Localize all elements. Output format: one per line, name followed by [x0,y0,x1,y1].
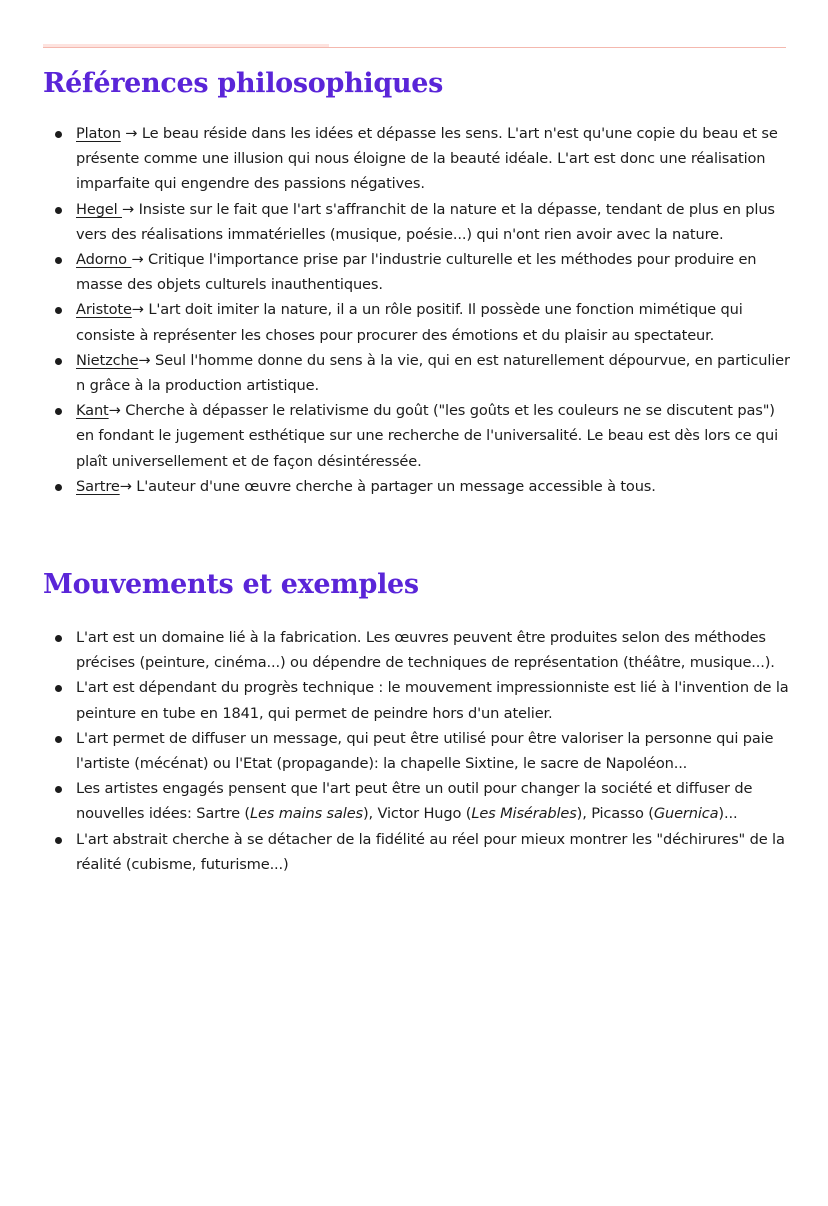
philosopher-name: Sartre [76,477,120,495]
movements-examples-section [43,567,793,877]
list-item-hegel [43,197,793,247]
section-title-movements: Mouvements et exemples [43,569,419,600]
work-title: Les Misérables [471,805,577,823]
item-text: ), Victor Hugo ( [362,805,472,823]
bullet-icon [55,307,62,314]
list-item [43,726,793,776]
bullet-icon [55,837,62,844]
bullet-icon [55,131,62,138]
bullet-icon [55,484,62,491]
philosophical-references-section [43,66,793,499]
item-text: L'art est un domaine lié à la fabrication. Les œuvres peuvent être produites selon des méthodes précises (peinture, cinéma...) ou dépendre de techniques de représentation (théâtre, musique...). [76,629,775,672]
philosopher-name: Platon [76,125,121,142]
list-item [43,625,793,675]
list-item-aristote [43,297,793,347]
item-text: L'art permet de diffuser un message, qui peut être utilisé pour être valoriser la personne qui paie l'artiste (mécénat) ou l'Etat (propagande): la chapelle Sixtine, le sacre de Napoléon... [76,729,774,773]
philosopher-name: Adorno [76,251,132,269]
arrow-icon: → [119,477,137,495]
movements-list [43,625,793,877]
arrow-icon: → [131,301,149,319]
list-item [43,776,793,826]
item-text: Le beau réside dans les idées et dépasse les sens. L'art n'est qu'une copie du beau et se présente comme une illusion qui nous éloigne de la beauté idéale. L'art est donc une réalisation imparfaite qui engendre des passions négatives. [76,125,778,193]
top-divider [43,47,786,48]
bullet-icon [55,207,62,214]
bullet-icon [55,685,62,692]
item-text: Insiste sur le fait que l'art s'affranchit de la nature et la dépasse, tendant de plus en plus vers des réalisations immatérielles (musique, poésie...) qui n'ont rien avoir avec la nature. [76,200,775,243]
item-text: Critique l'importance prise par l'industrie culturelle et les méthodes pour produire en masse des objets culturels inauthentiques. [76,251,757,294]
arrow-icon: → [120,125,142,142]
list-item [43,675,793,725]
item-text: Cherche à dépasser le relativisme du goût ("les goûts et les couleurs ne se discutent pas") en fondant le jugement esthétique sur une recherche de l'universalité. Le beau est dès lors ce qui plaît universellement et de façon désintéressée. [76,402,779,470]
item-text: L'art doit imiter la nature, il a un rôle positif. Il possède une fonction mimétique qui consiste à représenter les choses pour procurer des émotions et du plaisir au spectateur. [76,301,743,344]
work-title: Guernica [653,805,719,823]
list-item-platon [43,121,793,197]
item-text: Seul l'homme donne du sens à la vie, qui en est naturellement dépourvue, en particulier n grâce à la production artistique. [76,351,790,395]
item-text: L'auteur d'une œuvre cherche à partager un message accessible à tous. [136,477,656,495]
philosopher-name: Kant [76,402,109,420]
philosopher-list [43,121,793,499]
bullet-icon [55,635,62,642]
list-item-adorno [43,247,793,297]
section-title-philosophy: Références philosophiques [43,68,444,99]
arrow-icon: → [122,200,139,218]
bullet-icon [55,736,62,743]
bullet-icon [55,358,62,365]
item-text: L'art est dépendant du progrès technique : le mouvement impressionniste est lié à l'invention de la peinture en tube en 1841, qui permet de peindre hors d'un atelier. [76,679,789,722]
list-item [43,827,793,877]
list-item-nietzche [43,348,793,398]
arrow-icon: → [138,351,155,369]
bullet-icon [55,257,62,264]
list-item-sartre [43,474,793,499]
philosopher-name: Nietzche [76,351,139,369]
list-item-kant [43,398,793,474]
item-text: ), Picasso ( [576,805,654,823]
bullet-icon [55,786,62,793]
arrow-icon: → [131,251,149,269]
philosopher-name: Hegel [76,200,122,218]
bullet-icon [55,408,62,415]
item-text: L'art abstrait cherche à se détacher de la fidélité au réel pour mieux montrer les "déchirures" de la réalité (cubisme, futurisme...) [76,830,785,873]
arrow-icon: → [108,402,126,420]
work-title: Les mains sales [249,805,363,823]
item-text: )... [718,805,738,823]
item-text: Les artistes engagés pensent que l'art peut être un outil pour changer la société et diffuser de nouvelles idées: Sartre ( [76,780,753,823]
philosopher-name: Aristote [76,301,132,319]
